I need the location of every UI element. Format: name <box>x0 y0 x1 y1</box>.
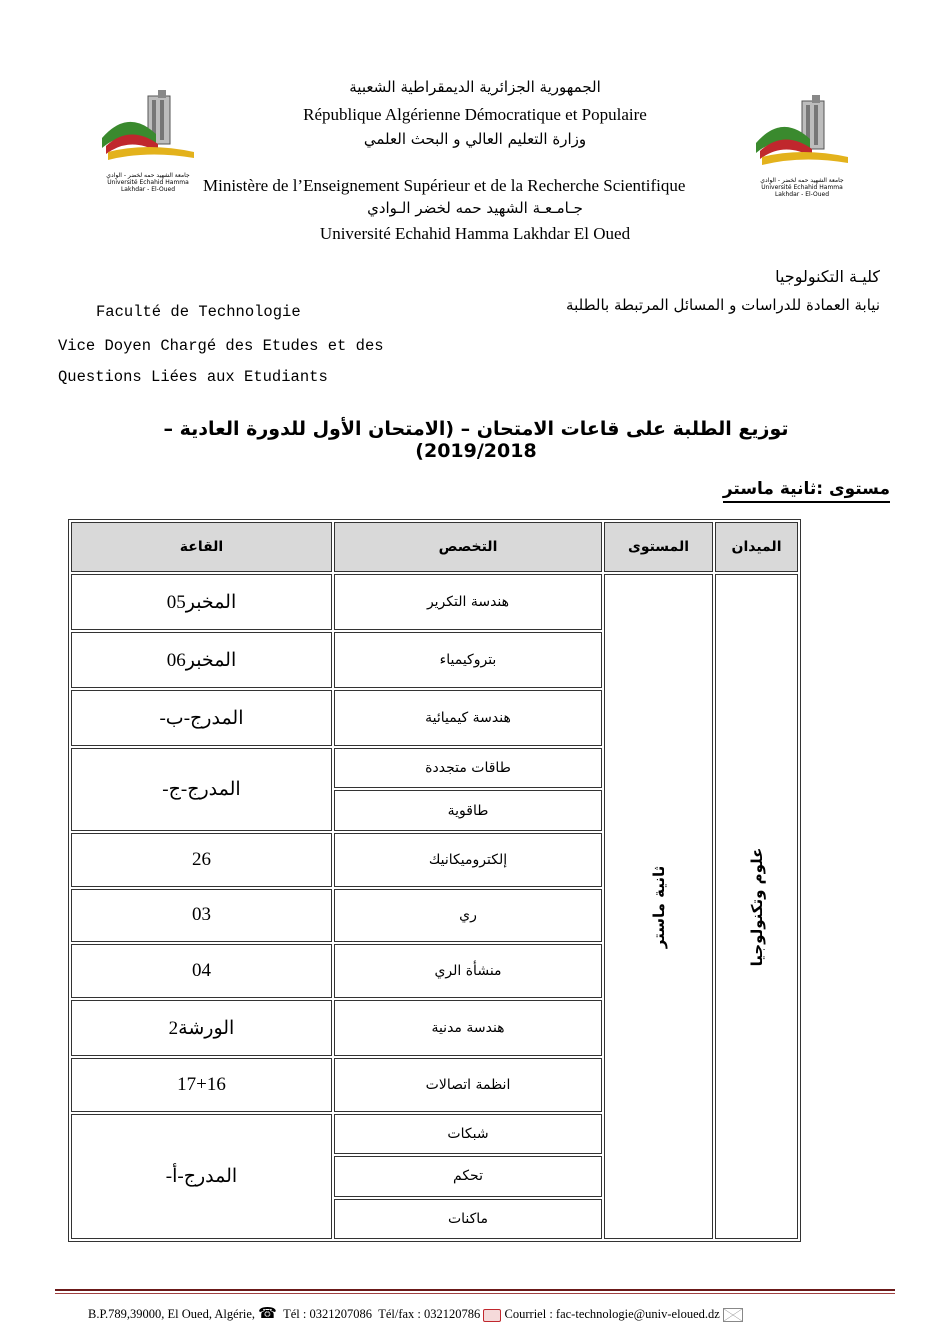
specialty-cell: طاقوية <box>334 790 602 830</box>
room-cell: المخبر06 <box>71 632 332 688</box>
footer <box>88 1304 743 1322</box>
vice-dean-fr-2: Questions Liées aux Etudiants <box>58 368 328 386</box>
footer-tel: Tél : 0321207086 <box>283 1307 372 1321</box>
ministry-fr: Ministère de l’Enseignement Supérieur et de la Recherche Scientifique <box>203 176 686 195</box>
footer-email: Courriel : fac-technologie@univ-eloued.dz <box>504 1307 720 1321</box>
page-title: توزيع الطلبة على قاعات الامتحان – (الامتحان الأول للدورة العادية – 2019/2018) <box>163 418 789 462</box>
university-ar: جـامـعـة الشهيد حمه لخضر الـوادي <box>367 199 583 217</box>
faculty-ar: كليـة التكنولوجيا <box>775 267 880 286</box>
mail-icon <box>723 1308 743 1322</box>
republic-fr: République Algérienne Démocratique et Populaire <box>303 105 647 124</box>
level-text: ثانية ماستر <box>649 865 668 948</box>
room-cell: المدرج-أ- <box>71 1114 332 1239</box>
fax-icon <box>483 1309 501 1322</box>
vice-dean-fr-1: Vice Doyen Chargé des Etudes et des <box>58 337 384 355</box>
room-cell: الورشة2 <box>71 1000 332 1056</box>
room-cell: المدرج-ب- <box>71 690 332 746</box>
footer-divider-thin <box>55 1293 895 1294</box>
faculty-fr: Faculté de Technologie <box>96 303 301 321</box>
republic-ar: الجمهورية الجزائرية الديمقراطية الشعبية <box>349 78 601 96</box>
specialty-cell: انظمة اتصالات <box>334 1058 602 1112</box>
header-domain: الميدان <box>715 522 798 572</box>
vice-dean-ar: نيابة العمادة للدراسات و المسائل المرتبطة بالطلبة <box>566 296 880 314</box>
header-specialty: التخصص <box>334 522 602 572</box>
footer-telfax: Tél/fax : 032120786 <box>378 1307 481 1321</box>
logo-label-ar: جامعة الشهيد حمه لخضر - الوادي <box>106 172 190 179</box>
specialty-cell: تحكم <box>334 1156 602 1196</box>
specialty-cell: هندسة كيميائية <box>334 690 602 746</box>
footer-divider <box>55 1289 895 1291</box>
room-cell: المخبر05 <box>71 574 332 630</box>
specialty-cell: طاقات متجددة <box>334 748 602 788</box>
level-cell <box>604 574 713 1239</box>
room-cell: 04 <box>71 944 332 998</box>
specialty-cell: هندسة التكرير <box>334 574 602 630</box>
domain-text: علوم وتكنولوجيا <box>747 847 766 966</box>
university-fr: Université Echahid Hamma Lakhdar El Oued <box>319 224 631 243</box>
header-room: القاعة <box>71 522 332 572</box>
table-row <box>71 574 798 630</box>
logo-label-ar: جامعة الشهيد حمه لخضر - الوادي <box>760 177 844 184</box>
logo-label-fr: Université Echahid Hamma Lakhdar - El-Oued <box>107 179 189 193</box>
room-cell: 17+16 <box>71 1058 332 1112</box>
specialty-cell: منشأة الري <box>334 944 602 998</box>
distribution-table <box>68 519 801 1242</box>
room-cell: 03 <box>71 889 332 943</box>
logo-label-fr: Université Echahid Hamma Lakhdar - El-Oued <box>761 184 843 198</box>
room-cell: 26 <box>71 833 332 887</box>
specialty-cell: هندسة مدنية <box>334 1000 602 1056</box>
header-level: المستوى <box>604 522 713 572</box>
phone-icon: ☎ <box>258 1304 277 1322</box>
level-label: مستوى :ثانية ماستر <box>723 479 890 503</box>
room-cell: المدرج-ج- <box>71 748 332 831</box>
specialty-cell: ري <box>334 889 602 943</box>
table-header-row <box>71 522 798 572</box>
domain-cell <box>715 574 798 1239</box>
specialty-cell: بتروكيمياء <box>334 632 602 688</box>
footer-address: B.P.789,39000, El Oued, Algérie, <box>88 1307 256 1321</box>
ministry-ar: وزارة التعليم العالي و البحث العلمي <box>363 130 587 148</box>
specialty-cell: شبكات <box>334 1114 602 1154</box>
specialty-cell: إلكتروميكانيك <box>334 833 602 887</box>
specialty-cell: ماكنات <box>334 1199 602 1239</box>
